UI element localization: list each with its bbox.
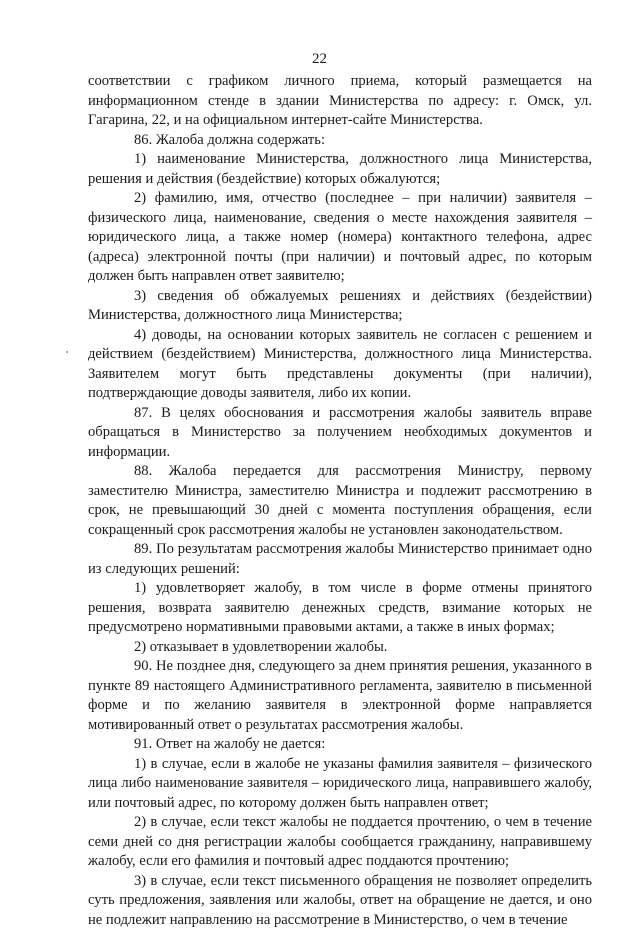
paragraph-87: 87. В целях обоснования и рассмотрения жалобы заявитель вправе обращаться в Министерство за получением необходимых документов и информации. (88, 404, 592, 463)
paragraph-91: 91. Ответ на жалобу не дается: (88, 735, 592, 755)
paragraph-91-item-2: 2) в случае, если текст жалобы не поддается прочтению, о чем в течение семи дней со дня регистрации жалобы сообщается гражданину, направившему жалобу, если его фамилия и почтовый адрес поддаются прочтению; (88, 813, 592, 872)
paragraph-86-item-1: 1) наименование Министерства, должностного лица Министерства, решения и действия (бездействие) которых обжалуются; (88, 150, 592, 189)
paragraph-89-item-1: 1) удовлетворяет жалобу, в том числе в форме отмены принятого решения, возврата заявителю денежных средств, взимание которых не предусмотрено нормативными правовыми актами, а также в иных формах; (88, 579, 592, 638)
page-number: 22 (0, 50, 639, 68)
paragraph-86-item-4: 4) доводы, на основании которых заявитель не согласен с решением и действием (бездействием) Министерства, должностного лица Министерства. Заявителем могут быть представлены документы (при наличии), подтверждающие доводы заявителя, либо их копии. (88, 326, 592, 404)
paragraph-continuation: соответствии с графиком личного приема, который размещается на информационном стенде в здании Министерства по адресу: г. Омск, ул. Гагарина, 22, и на официальном интернет-сайте Министерства. (88, 72, 592, 131)
paragraph-91-item-3: 3) в случае, если текст письменного обращения не позволяет определить суть предложения, заявления или жалобы, ответ на обращение не дается, и оно не подлежит направлению на рассмотрение в Министерство, о чем в течение (88, 872, 592, 930)
margin-mark (66, 351, 68, 353)
paragraph-86-item-3: 3) сведения об обжалуемых решениях и действиях (бездействии) Министерства, должностного лица Министерства; (88, 287, 592, 326)
paragraph-89-item-2: 2) отказывает в удовлетворении жалобы. (88, 638, 592, 658)
paragraph-90: 90. Не позднее дня, следующего за днем принятия решения, указанного в пункте 89 настоящего Административного регламента, заявителю в письменной форме и по желанию заявителя в электронной форме направляется мотивированный ответ о результатах рассмотрения жалобы. (88, 657, 592, 735)
paragraph-86-item-2: 2) фамилию, имя, отчество (последнее – при наличии) заявителя – физического лица, наименование, сведения о месте нахождения заявителя – юридического лица, а также номер (номера) контактного телефона, адрес (адреса) электронной почты (при наличии) и почтовый адрес, по которым должен быть направлен ответ заявителю; (88, 189, 592, 287)
paragraph-86: 86. Жалоба должна содержать: (88, 131, 592, 151)
paragraph-88: 88. Жалоба передается для рассмотрения Министру, первому заместителю Министра, заместителю Министра и подлежит рассмотрению в срок, не превышающий 30 дней с момента поступления обращения, если сокращенный срок рассмотрения жалобы не установлен законодательством. (88, 462, 592, 540)
paragraph-91-item-1: 1) в случае, если в жалобе не указаны фамилия заявителя – физического лица либо наименование заявителя – юридического лица, направившего жалобу, или почтовый адрес, по которому должен быть направлен ответ; (88, 755, 592, 814)
paragraph-89: 89. По результатам рассмотрения жалобы Министерство принимает одно из следующих решений: (88, 540, 592, 579)
document-body (88, 72, 592, 930)
